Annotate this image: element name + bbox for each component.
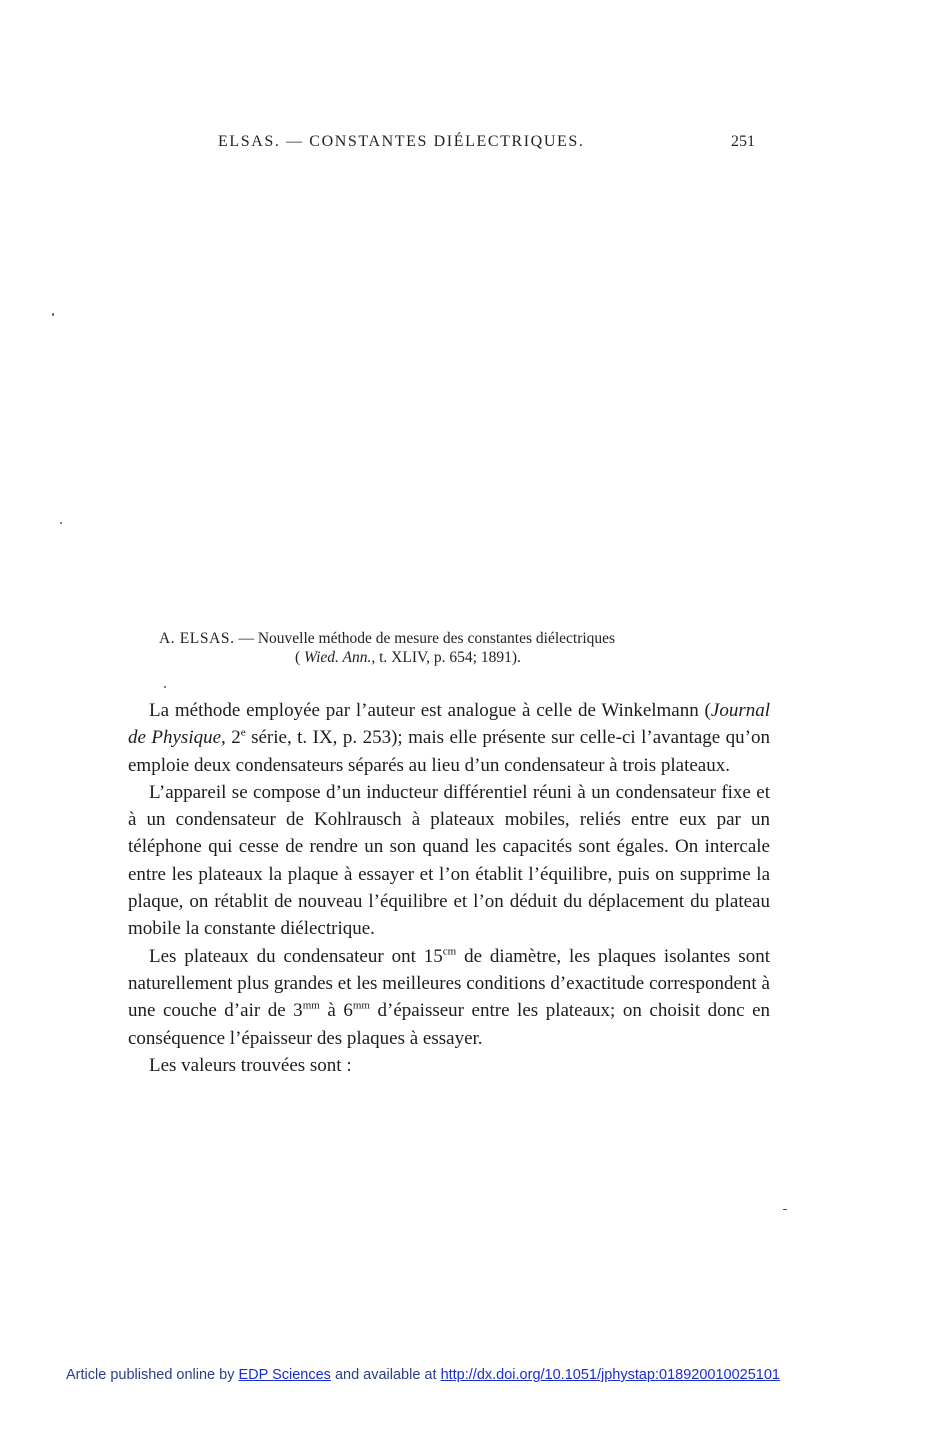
scan-speck — [52, 313, 54, 316]
paragraph-1 — [128, 697, 770, 779]
abstract-heading — [159, 629, 779, 667]
running-head-title: ELSAS. — CONSTANTES DIÉLECTRIQUES. — [218, 133, 585, 150]
abstract-citation-line — [159, 648, 779, 667]
citation-details: , t. XLIV, p. 654; 1891). — [371, 649, 521, 666]
article-body — [128, 697, 770, 1079]
p1-text-b: 2 — [225, 727, 241, 749]
scan-speck — [783, 1209, 787, 1210]
page-number: 251 — [731, 133, 755, 150]
p3-unit-mm: mm — [302, 999, 320, 1012]
p3-unit-cm: cm — [442, 945, 457, 958]
citation-journal: Wied. Ann. — [304, 649, 372, 666]
abstract-author: A. ELSAS. — [159, 630, 235, 647]
abstract-title: Nouvelle méthode de mesure des constantes diélectriques — [257, 630, 616, 647]
scan-speck — [164, 686, 166, 688]
footer-middle: and available at — [330, 1367, 441, 1383]
abstract-dash: — — [234, 630, 258, 647]
p3-unit-mm-2: mm — [352, 999, 370, 1012]
p3-text-a: Les plateaux du condensateur ont 15 — [149, 945, 443, 967]
publisher-link[interactable]: EDP Sciences — [238, 1367, 331, 1383]
p3-text-b: de diamètre, les plaques isolantes sont naturellement plus grandes et les meilleures conditions d’exactitude correspondent à une couche d’air de 3 — [128, 945, 770, 1022]
paragraph-3 — [128, 943, 770, 1052]
p3-text-d: d’épaisseur entre les plateaux; on choisit donc en conséquence l’épaisseur des plaques à essayer. — [128, 1000, 771, 1049]
citation-paren: ( — [295, 649, 305, 666]
p1-journal: Journal de Physique, — [128, 700, 770, 749]
footer-prefix: Article published online by — [66, 1367, 239, 1383]
publication-footer — [66, 1367, 780, 1383]
p1-superscript: e — [240, 726, 246, 739]
p3-text-c: à 6 — [319, 1000, 353, 1022]
paragraph-2: L’appareil se compose d’un inducteur différentiel réuni à un condensateur fixe et à un condensateur de Kohlrausch à plateaux mobiles, reliés entre eux par un téléphone qui cesse de rendre un son quand les capacités sont égales. On intercale entre les plateaux la plaque à essayer et l’on établit l’équilibre, puis on supprime la plaque, on rétablit de nouveau l’équilibre et l’on déduit du déplacement du plateau mobile la constante diélectrique. — [128, 781, 770, 940]
doi-link[interactable]: http://dx.doi.org/10.1051/jphystap:018920010025101 — [440, 1367, 780, 1383]
p1-text-c: série, t. IX, p. 253); mais elle présente sur celle-ci l’avantage qu’on emploie deux condensateurs séparés au lieu d’un condensateur à trois plateaux. — [128, 727, 771, 776]
p1-text-a: La méthode employée par l’auteur est analogue à celle de Winkelmann ( — [149, 700, 711, 721]
paragraph-4: Les valeurs trouvées sont : — [149, 1054, 352, 1076]
scan-speck — [60, 522, 62, 524]
